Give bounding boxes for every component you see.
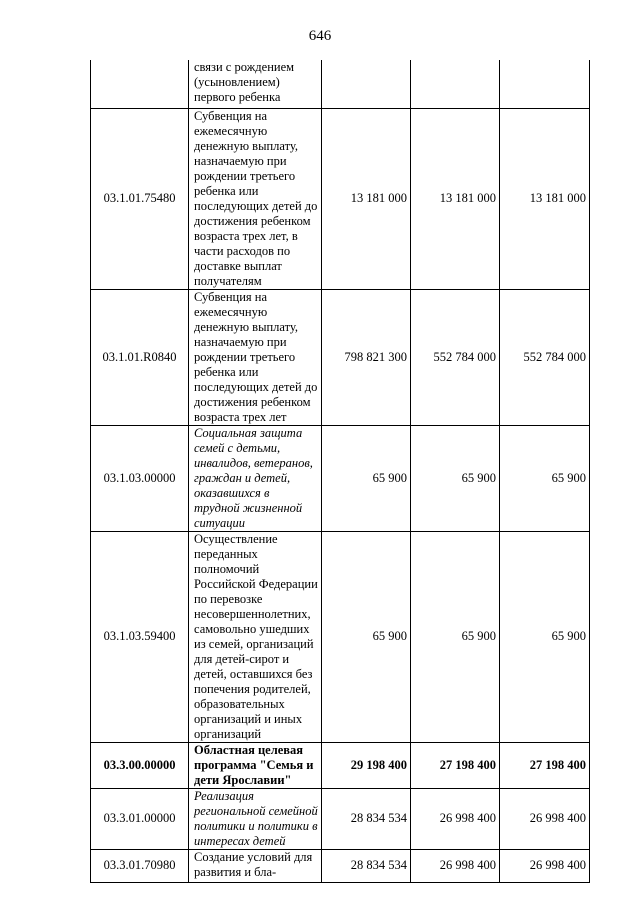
row-value-year-2 [411, 60, 500, 108]
row-value-year-2: 552 784 000 [411, 289, 500, 425]
row-description: Субвенция на ежемесячную денежную выплату, назначаемую при рождении третьего ребенка или последующих детей до достижения ребенком возраста трех лет [189, 289, 322, 425]
row-value-year-1: 798 821 300 [322, 289, 411, 425]
table-row [91, 425, 590, 531]
row-value-year-1 [322, 60, 411, 108]
table-row [91, 60, 590, 108]
table-row [91, 108, 590, 289]
row-value-year-1: 29 198 400 [322, 742, 411, 788]
row-value-year-3: 26 998 400 [500, 849, 590, 882]
row-value-year-3: 65 900 [500, 531, 590, 742]
row-value-year-2: 26 998 400 [411, 788, 500, 849]
row-description: Осуществление переданных полномочий Российской Федерации по перевозке несовершеннолетних, самовольно ушедших из семей, организаций для детей-сирот и детей, оставшихся без попечения родителей, образовательных организаций и иных организаций [189, 531, 322, 742]
row-value-year-3: 26 998 400 [500, 788, 590, 849]
row-code: 03.1.01.75480 [91, 108, 189, 289]
row-code: 03.1.03.00000 [91, 425, 189, 531]
table-row [91, 742, 590, 788]
row-value-year-3 [500, 60, 590, 108]
row-value-year-2: 65 900 [411, 531, 500, 742]
row-code: 03.3.01.70980 [91, 849, 189, 882]
row-value-year-3: 65 900 [500, 425, 590, 531]
row-code: 03.3.00.00000 [91, 742, 189, 788]
table-row [91, 289, 590, 425]
row-code: 03.1.01.R0840 [91, 289, 189, 425]
row-value-year-1: 13 181 000 [322, 108, 411, 289]
row-value-year-2: 65 900 [411, 425, 500, 531]
table-row [91, 788, 590, 849]
row-value-year-2: 27 198 400 [411, 742, 500, 788]
row-value-year-1: 65 900 [322, 531, 411, 742]
row-value-year-2: 26 998 400 [411, 849, 500, 882]
row-description: Социальная защита семей с детьми, инвалидов, ветеранов, граждан и детей, оказавшихся в трудной жизненной ситуации [189, 425, 322, 531]
row-code: 03.3.01.00000 [91, 788, 189, 849]
row-value-year-1: 28 834 534 [322, 788, 411, 849]
row-value-year-1: 65 900 [322, 425, 411, 531]
row-description: Областная целевая программа "Семья и дети Ярославии" [189, 742, 322, 788]
row-description: Создание условий для развития и бла- [189, 849, 322, 882]
row-value-year-3: 552 784 000 [500, 289, 590, 425]
row-code: 03.1.03.59400 [91, 531, 189, 742]
row-value-year-3: 13 181 000 [500, 108, 590, 289]
row-description: связи с рождением (усыновлением) первого ребенка [189, 60, 322, 108]
row-description: Реализация региональной семейной политики и политики в интересах детей [189, 788, 322, 849]
row-value-year-2: 13 181 000 [411, 108, 500, 289]
row-description: Субвенция на ежемесячную денежную выплату, назначаемую при рождении третьего ребенка или последующих детей до достижения ребенком возраста трех лет, в части расходов по доставке выплат получателям [189, 108, 322, 289]
budget-table [90, 60, 590, 883]
page-number: 646 [308, 28, 332, 44]
table-row [91, 849, 590, 882]
row-value-year-3: 27 198 400 [500, 742, 590, 788]
row-code [91, 60, 189, 108]
row-value-year-1: 28 834 534 [322, 849, 411, 882]
table-row [91, 531, 590, 742]
